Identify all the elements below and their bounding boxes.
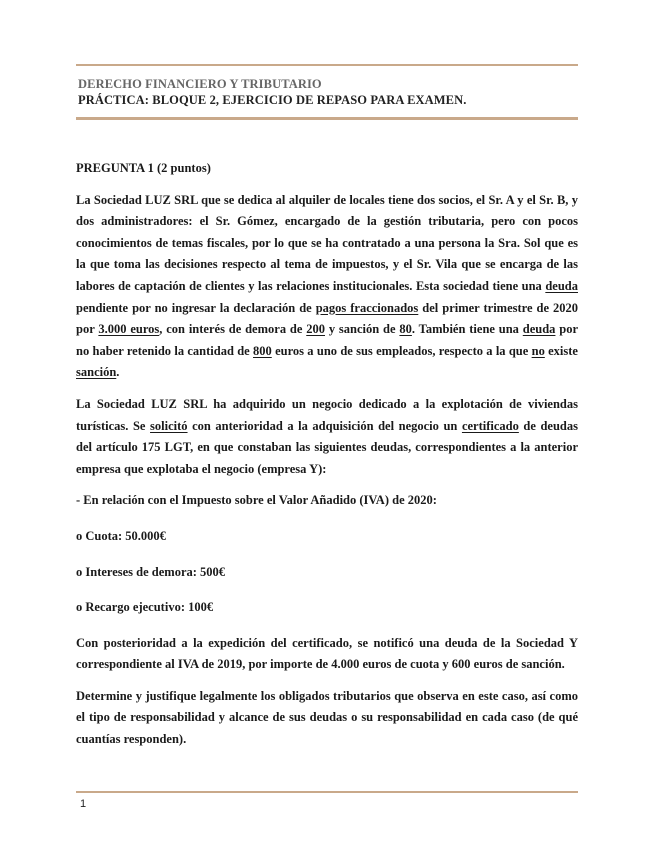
document-title: PRÁCTICA: BLOQUE 2, EJERCICIO DE REPASO PARA EXAMEN. — [78, 93, 467, 107]
underlined-text: 800 — [253, 343, 272, 358]
paragraph-instructions: Determine y justifique legalmente los obligados tributarios que observa en este caso, así como el tipo de responsabilidad y alcance de sus deudas o su responsabilidad en cada caso (de qué cuantías responden). — [76, 688, 578, 747]
course-subject: DERECHO FINANCIERO Y TRIBUTARIO — [78, 77, 322, 91]
question-title: PREGUNTA 1 (2 puntos) — [76, 161, 211, 175]
header-bottom-rule — [76, 117, 578, 120]
debt-item-intereses: o Intereses de demora: 500€ — [76, 564, 226, 579]
paragraph-company-description: La Sociedad LUZ SRL que se dedica al alquiler de locales tiene dos socios, el Sr. A y el Sr. B, y dos administradores: el Sr. Gómez, encargado de la gestión tributaria, pero con pocos conocimientos de temas fiscales, por lo que se ha contratado a una persona la Sra. Sol que es la que toma las decisiones respecto al tema de impuestos, y el Sr. Vila que se encarga de las labores de captación de clientes y las relaciones institucionales. Esta sociedad tiene una deuda pendiente por no ingresar la declaración de pagos fraccionados del primer trimestre de 2020 por 3.000 euros, con interés de demora de 200 y sanción de 80. También tiene una deuda por no haber retenido la cantidad de 800 euros a uno de sus empleados, respecto a la que no existe sanción. — [76, 192, 579, 380]
paragraph-later-debt: Con posterioridad a la expedición del certificado, se notificó una deuda de la Sociedad Y correspondiente al IVA de 2019, por importe de 4.000 euros de cuota y 600 euros de sanción. — [76, 635, 578, 672]
underlined-text: 3.000 euros — [98, 322, 160, 337]
header-top-rule — [76, 64, 578, 66]
page-number: 1 — [80, 798, 87, 810]
debt-item-cuota: o Cuota: 50.000€ — [76, 528, 166, 543]
underlined-text: 80 — [399, 322, 412, 337]
underlined-text: sanción — [76, 365, 117, 380]
paragraph-iva-intro: - En relación con el Impuesto sobre el Valor Añadido (IVA) de 2020: — [76, 493, 437, 508]
paragraph-business-acquisition: La Sociedad LUZ SRL ha adquirido un negocio dedicado a la explotación de viviendas turísticas. Se solicitó con anterioridad a la adquisición del negocio un certificado de deudas del artículo 175 LGT, en que constaban las siguientes deudas, correspondientes a la anterior empresa que explotaba el negocio (empresa Y): — [76, 396, 578, 476]
underlined-text: pagos fraccionados — [315, 300, 419, 315]
underlined-text: deuda — [522, 322, 556, 337]
underlined-text: solicitó — [150, 418, 188, 433]
underlined-text: no — [531, 343, 545, 358]
debt-item-recargo: o Recargo ejecutivo: 100€ — [76, 600, 214, 615]
underlined-text: 200 — [306, 322, 325, 337]
document-body — [76, 150, 578, 751]
underlined-text: certificado — [461, 418, 519, 433]
footer-rule — [76, 791, 578, 793]
underlined-text: deuda — [545, 278, 578, 293]
